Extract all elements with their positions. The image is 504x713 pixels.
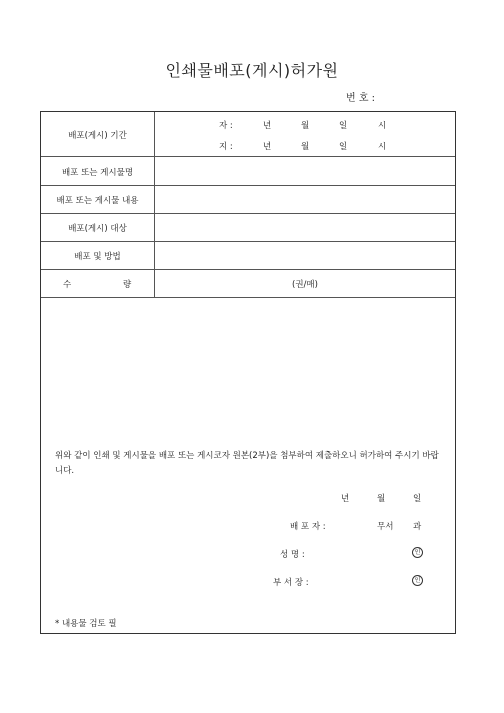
target-label: 배포(게시) 대상 (68, 224, 127, 234)
from-year: 년 (263, 121, 272, 131)
row-divider (41, 185, 455, 186)
date-month: 월 (377, 494, 386, 504)
from-day: 일 (339, 121, 348, 131)
application-form (40, 111, 456, 634)
date-year: 년 (341, 494, 350, 504)
method-label: 배포 및 방법 (74, 252, 121, 262)
document-number-label: 번 호 : (346, 93, 376, 104)
to-hour: 시 (378, 142, 387, 152)
from-label: 자 : (219, 121, 233, 131)
date-day: 일 (413, 494, 422, 504)
row-divider (41, 297, 455, 298)
item-name-label: 배포 또는 게시물명 (61, 168, 134, 178)
quantity-label-part1: 수 (63, 280, 72, 290)
to-day: 일 (339, 142, 348, 152)
request-text: 위와 같이 인쇄 및 게시물을 배포 또는 게시코자 원본(2부)을 첨부하여 제출하오니 허가하여 주시기 바랍니다. (55, 451, 439, 476)
distributor-label: 배 포 자 : (290, 522, 326, 532)
to-month: 월 (301, 142, 310, 152)
to-label: 지 : (219, 142, 233, 152)
department-head-label: 부 서 장 : (273, 578, 309, 588)
quantity-unit: (권/매) (292, 280, 318, 290)
from-month: 월 (301, 121, 310, 131)
seal-mark-head: 인 (412, 575, 423, 586)
applicant-name-label: 성 명 : (280, 550, 305, 560)
section-label: 과 (413, 522, 422, 532)
row-divider (41, 213, 455, 214)
row-divider (41, 241, 455, 242)
seal-mark-head-wrap (412, 575, 423, 586)
document-title: 인쇄물배포(게시)허가원 (165, 61, 339, 80)
row-divider (41, 269, 455, 270)
to-year: 년 (263, 142, 272, 152)
review-note: * 내용물 검토 필 (55, 619, 117, 629)
period-label: 배포(게시) 기간 (68, 131, 127, 141)
seal-mark-applicant-wrap (412, 547, 423, 558)
seal-mark-applicant: 인 (412, 547, 423, 558)
department-name: 무서 (377, 522, 394, 532)
quantity-label-part2: 량 (123, 280, 132, 290)
column-divider (154, 112, 155, 297)
item-content-label: 배포 또는 게시물 내용 (56, 196, 139, 206)
from-hour: 시 (378, 121, 387, 131)
row-divider (41, 156, 455, 157)
